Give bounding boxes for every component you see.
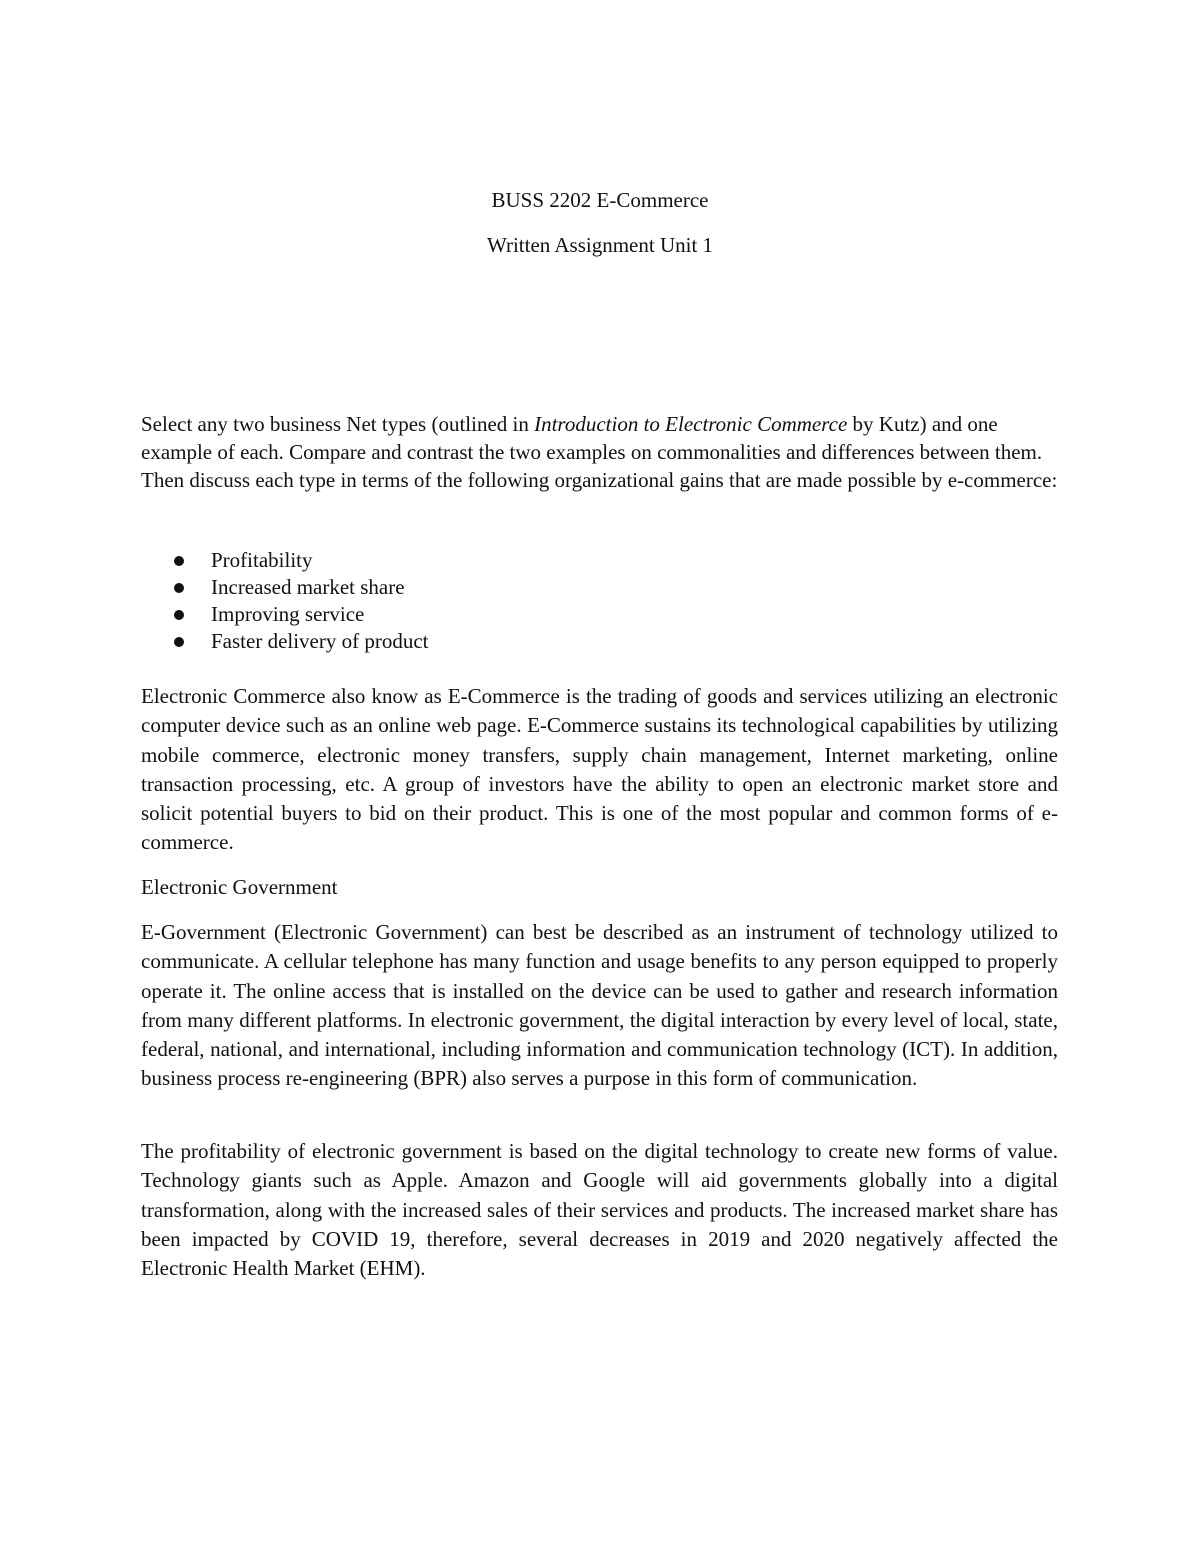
assignment-title: Written Assignment Unit 1 [486, 233, 714, 257]
bullet-icon [174, 556, 184, 566]
course-title: BUSS 2202 E-Commerce [491, 188, 709, 212]
list-item-label: Profitability [211, 548, 313, 572]
list-item [141, 547, 841, 574]
list-item [141, 574, 841, 601]
book-title: Introduction to Electronic Commerce [534, 412, 848, 436]
list-item [141, 628, 841, 655]
list-item-label: Improving service [211, 602, 365, 626]
egov-paragraph: E-Government (Electronic Government) can best be described as an instrument of technology utilized to communicate. A cellular telephone has many function and usage benefits to any person equipped to properly operate it. The online access that is installed on the device can be used to gather and research information from many different platforms. In electronic government, the digital interaction by every level of local, state, federal, national, and international, including information and communication technology (ICT). In addition, business process re-engineering (BPR) also serves a purpose in this form of communication. [141, 920, 1058, 1091]
bullet-icon [174, 637, 184, 647]
intro-paragraph: Electronic Commerce also know as E-Commerce is the trading of goods and services utilizing an electronic computer device such as an online web page. E-Commerce sustains its technological capabilities by utilizing mobile commerce, electronic money transfers, supply chain management, Internet marketing, online transaction processing, etc. A group of investors have the ability to open an electronic market store and solicit potential buyers to bid on their product. This is one of the most popular and common forms of e-commerce. [141, 684, 1058, 855]
bullet-icon [174, 610, 184, 620]
gains-list [141, 547, 841, 655]
section-heading: Electronic Government [141, 875, 338, 899]
list-item [141, 601, 841, 628]
assignment-prompt [141, 410, 1058, 494]
prompt-text-start: Select any two business Net types (outlined in [141, 412, 535, 436]
prompt-text-end: by Kutz) and one example of each. Compare and contrast the two examples on commonalities and differences between them. Then discuss each type in terms of the following organizational gains that are made possible by e-commerce: [141, 412, 1058, 492]
bullet-icon [174, 583, 184, 593]
list-item-label: Increased market share [211, 575, 405, 599]
list-item-label: Faster delivery of product [211, 629, 429, 653]
profitability-paragraph: The profitability of electronic government is based on the digital technology to create new forms of value. Technology giants such as Apple. Amazon and Google will aid governments globally into a digital transformation, along with the increased sales of their services and products. The increased market share has been impacted by COVID 19, therefore, several decreases in 2019 and 2020 negatively affected the Electronic Health Market (EHM). [141, 1139, 1058, 1281]
